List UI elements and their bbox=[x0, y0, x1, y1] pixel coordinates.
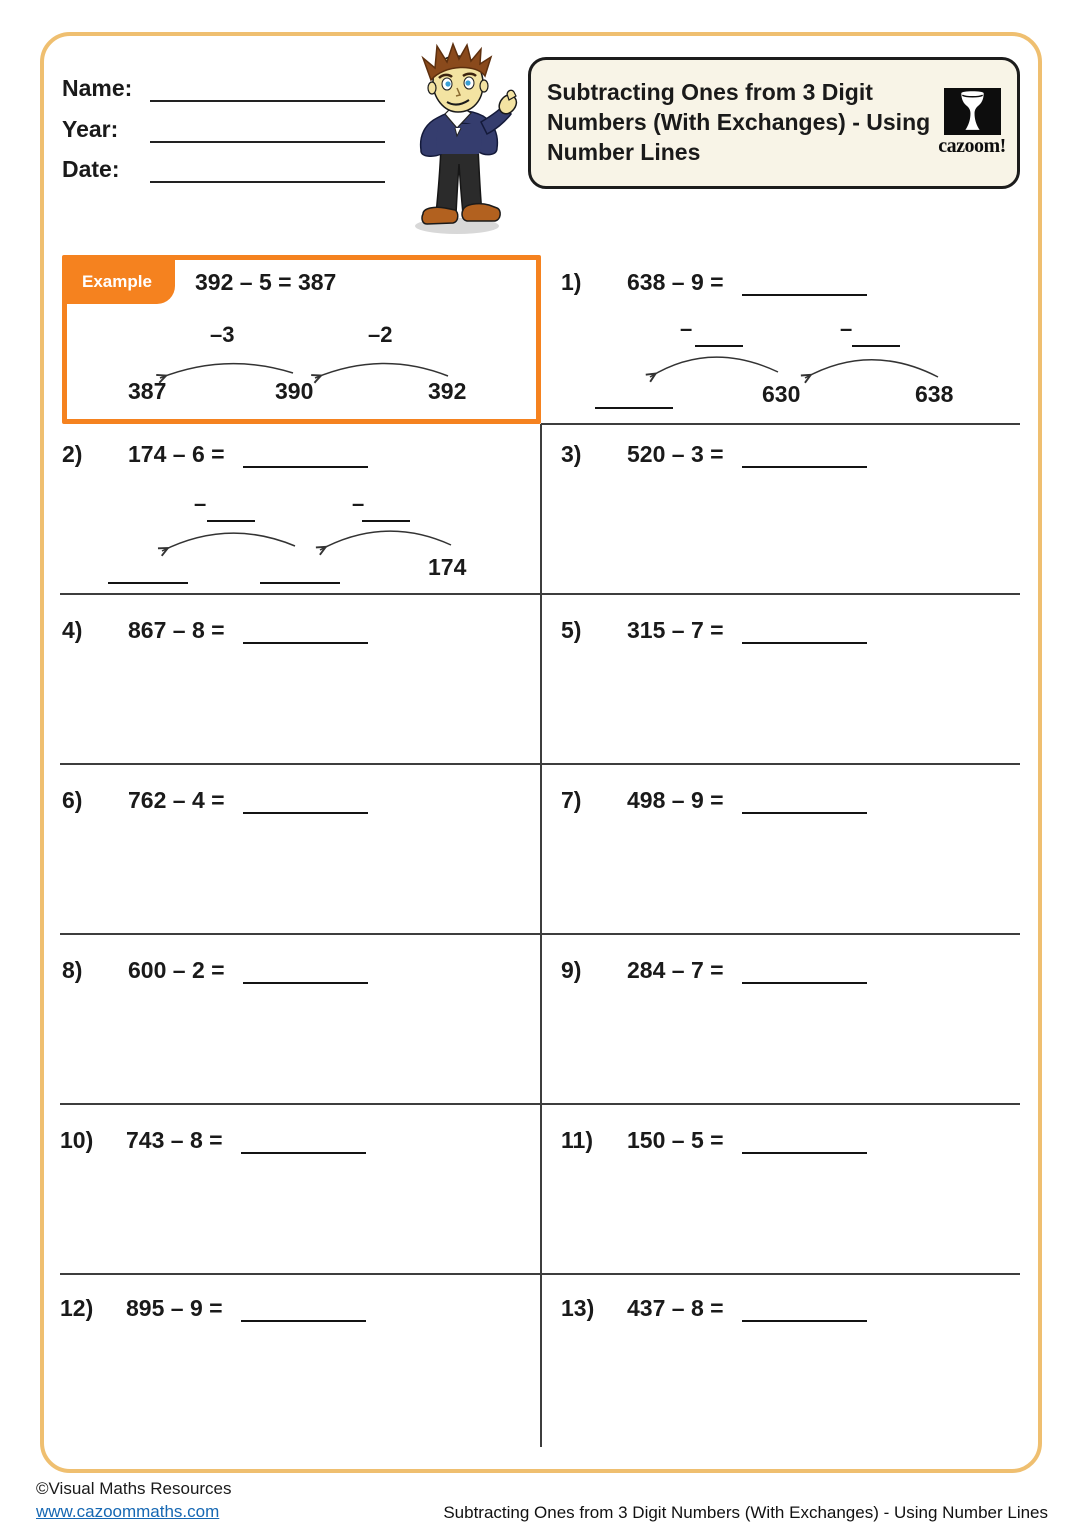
date-field bbox=[62, 153, 385, 183]
numberline-blank[interactable] bbox=[595, 385, 673, 409]
numberline-point: 390 bbox=[275, 378, 314, 404]
problem-3 bbox=[561, 438, 867, 468]
problem-expression: 174 – 6 = bbox=[128, 441, 225, 467]
answer-blank[interactable] bbox=[742, 1128, 867, 1154]
row-divider-line bbox=[60, 1273, 1020, 1275]
example-equation: 392 – 5 = 387 bbox=[195, 269, 337, 295]
name-input-line[interactable] bbox=[150, 76, 385, 102]
year-input-line[interactable] bbox=[150, 117, 385, 143]
problem-expression: 762 – 4 = bbox=[128, 787, 225, 813]
date-input-line[interactable] bbox=[150, 157, 385, 183]
cazoom-logo-text: cazoom! bbox=[938, 135, 1006, 157]
problem-number: 13) bbox=[561, 1295, 595, 1321]
name-field bbox=[62, 72, 385, 102]
numberline-point: 174 bbox=[428, 554, 467, 580]
column-divider-line bbox=[540, 424, 542, 1447]
numberline-point: 630 bbox=[762, 381, 801, 407]
footer-worksheet-title: Subtracting Ones from 3 Digit Numbers (With Exchanges) - Using Number Lines bbox=[443, 1503, 1048, 1522]
problem-expression: 600 – 2 = bbox=[128, 957, 225, 983]
row-divider-line bbox=[60, 763, 1020, 765]
problem-expression: 498 – 9 = bbox=[627, 787, 724, 813]
problem-number: 8) bbox=[62, 957, 83, 983]
problem-expression: 895 – 9 = bbox=[126, 1295, 223, 1321]
problem-expression: 520 – 3 = bbox=[627, 441, 724, 467]
problem-expression: 743 – 8 = bbox=[126, 1127, 223, 1153]
numberline-blank[interactable] bbox=[260, 560, 340, 584]
problem-number: 5) bbox=[561, 617, 582, 643]
jump-minus: – bbox=[352, 491, 365, 516]
problem-number: 12) bbox=[60, 1295, 94, 1321]
numberline-blank[interactable] bbox=[108, 560, 188, 584]
worksheet-title: Subtracting Ones from 3 Digit Numbers (With Exchanges) - Using Number Lines bbox=[547, 79, 931, 165]
problem-10 bbox=[60, 1124, 366, 1154]
jump-minus: – bbox=[194, 491, 207, 516]
answer-blank[interactable] bbox=[742, 1296, 867, 1322]
copyright-text: ©Visual Maths Resources bbox=[36, 1479, 232, 1498]
problem-number: 7) bbox=[561, 787, 582, 813]
problem-number: 9) bbox=[561, 957, 582, 983]
problem-12 bbox=[60, 1292, 366, 1322]
example-box bbox=[62, 255, 541, 424]
problem-expression: 315 – 7 = bbox=[627, 617, 724, 643]
worksheet-title-box bbox=[528, 57, 1020, 189]
problem-number: 10) bbox=[60, 1127, 94, 1153]
problem-2 bbox=[62, 438, 368, 468]
problem-expression: 284 – 7 = bbox=[627, 957, 724, 983]
problem-8 bbox=[62, 954, 368, 984]
answer-blank[interactable] bbox=[742, 788, 867, 814]
problem-13 bbox=[561, 1292, 867, 1322]
row-divider-line bbox=[541, 423, 1020, 425]
answer-blank[interactable] bbox=[742, 618, 867, 644]
jump-minus: – bbox=[680, 316, 693, 341]
problem-number: 2) bbox=[62, 441, 83, 467]
problem-number: 4) bbox=[62, 617, 83, 643]
name-label: Name: bbox=[62, 75, 133, 101]
year-label: Year: bbox=[62, 116, 119, 142]
problem-5 bbox=[561, 614, 867, 644]
problem-expression: 150 – 5 = bbox=[627, 1127, 724, 1153]
row-divider-line bbox=[60, 593, 1020, 595]
cazoom-logo bbox=[929, 88, 1015, 158]
answer-blank[interactable] bbox=[243, 618, 368, 644]
djembe-drum-icon bbox=[944, 88, 1001, 135]
student-character-illustration bbox=[395, 42, 525, 237]
row-divider-line bbox=[60, 933, 1020, 935]
example-tab: Example bbox=[67, 260, 175, 304]
answer-blank[interactable] bbox=[243, 788, 368, 814]
problem-expression: 437 – 8 = bbox=[627, 1295, 724, 1321]
answer-blank[interactable] bbox=[241, 1296, 366, 1322]
answer-blank[interactable] bbox=[243, 442, 368, 468]
problem-4 bbox=[62, 614, 368, 644]
problem-1 bbox=[561, 266, 867, 296]
answer-blank[interactable] bbox=[243, 958, 368, 984]
numberline-point: 638 bbox=[915, 381, 954, 407]
problem-number: 6) bbox=[62, 787, 83, 813]
year-field bbox=[62, 113, 385, 143]
website-link[interactable]: www.cazoommaths.com bbox=[36, 1502, 220, 1521]
answer-blank[interactable] bbox=[241, 1128, 366, 1154]
numberline-point: 392 bbox=[428, 378, 467, 404]
problem-number: 1) bbox=[561, 269, 582, 295]
answer-blank[interactable] bbox=[742, 442, 867, 468]
row-divider-line bbox=[60, 1103, 1020, 1105]
answer-blank[interactable] bbox=[742, 958, 867, 984]
problem-expression: 867 – 8 = bbox=[128, 617, 225, 643]
jump-label: –3 bbox=[210, 322, 235, 347]
problem-number: 3) bbox=[561, 441, 582, 467]
problem-9 bbox=[561, 954, 867, 984]
jump-label: –2 bbox=[368, 322, 393, 347]
date-label: Date: bbox=[62, 156, 120, 182]
answer-blank[interactable] bbox=[742, 270, 867, 296]
jump-minus: – bbox=[840, 316, 853, 341]
problem-11 bbox=[561, 1124, 867, 1154]
numberline-point: 387 bbox=[128, 378, 167, 404]
problem-expression: 638 – 9 = bbox=[627, 269, 724, 295]
problem-number: 11) bbox=[561, 1127, 593, 1153]
problem-7 bbox=[561, 784, 867, 814]
problem-6 bbox=[62, 784, 368, 814]
